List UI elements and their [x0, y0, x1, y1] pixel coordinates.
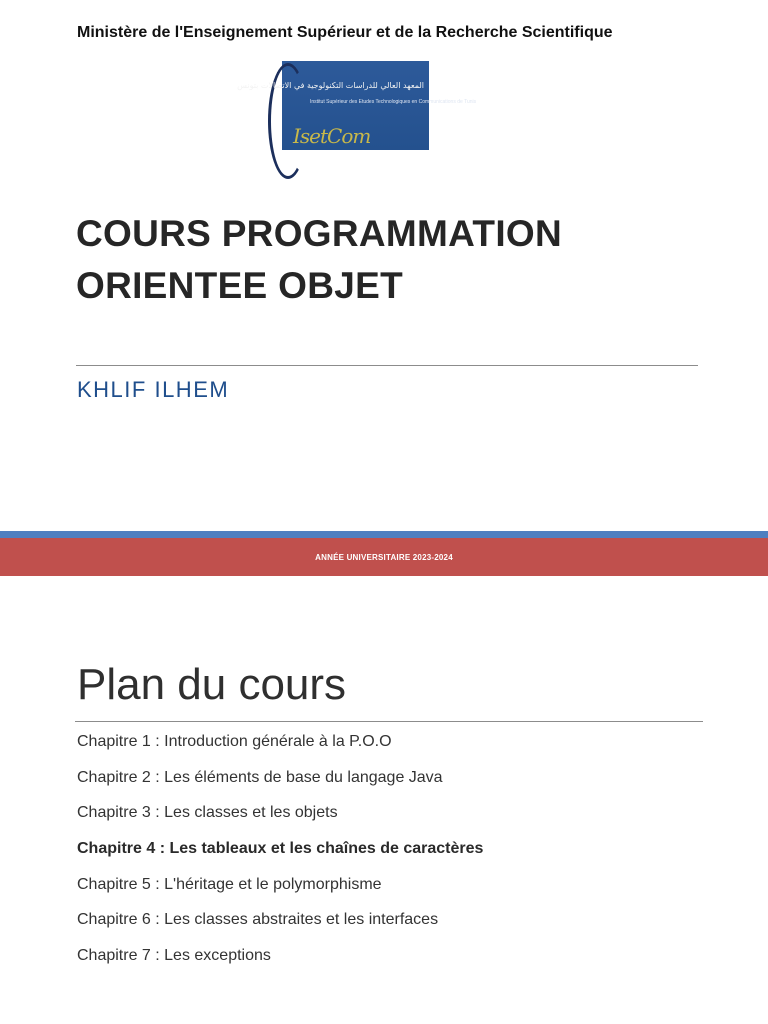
logo-subtitle: Institut Supérieur des Etudes Technologiques en Communications de Tunis	[310, 99, 477, 105]
chapter-item: Chapitre 6 : Les classes abstraites et les interfaces	[77, 911, 439, 929]
logo-brand: IsetCom	[293, 124, 371, 148]
plan-divider	[75, 721, 703, 722]
author-name: KHLIF ILHEM	[77, 377, 230, 402]
chapter-item: Chapitre 1 : Introduction générale à la P.O.O	[77, 733, 392, 750]
logo-arabic-text: المعهد العالي للدراسات التكنولوجية في الاتصالات بتونس	[237, 81, 424, 90]
course-title	[76, 208, 696, 312]
course-title-line-1: COURS PROGRAMMATION	[76, 213, 562, 254]
footer-band	[0, 538, 768, 576]
chapter-list	[77, 733, 717, 983]
plan-title: Plan du cours	[77, 660, 347, 709]
footer-band-blue	[0, 531, 768, 538]
academic-year: ANNÉE UNIVERSITAIRE 2023-2024	[315, 552, 453, 562]
chapter-item: Chapitre 3 : Les classes et les objets	[77, 804, 338, 822]
chapter-item: Chapitre 2 : Les éléments de base du langage Java	[77, 768, 443, 786]
chapter-item: Chapitre 5 : L'héritage et le polymorphisme	[77, 875, 382, 893]
isetcom-logo	[237, 61, 477, 150]
chapter-item: Chapitre 7 : Les exceptions	[77, 947, 271, 965]
title-divider	[76, 365, 698, 366]
chapter-item: Chapitre 4 : Les tableaux et les chaînes de caractères	[77, 840, 484, 858]
course-title-line-2: ORIENTEE OBJET	[76, 265, 403, 306]
ministry-heading: Ministère de l'Enseignement Supérieur et de la Recherche Scientifique	[77, 24, 613, 41]
